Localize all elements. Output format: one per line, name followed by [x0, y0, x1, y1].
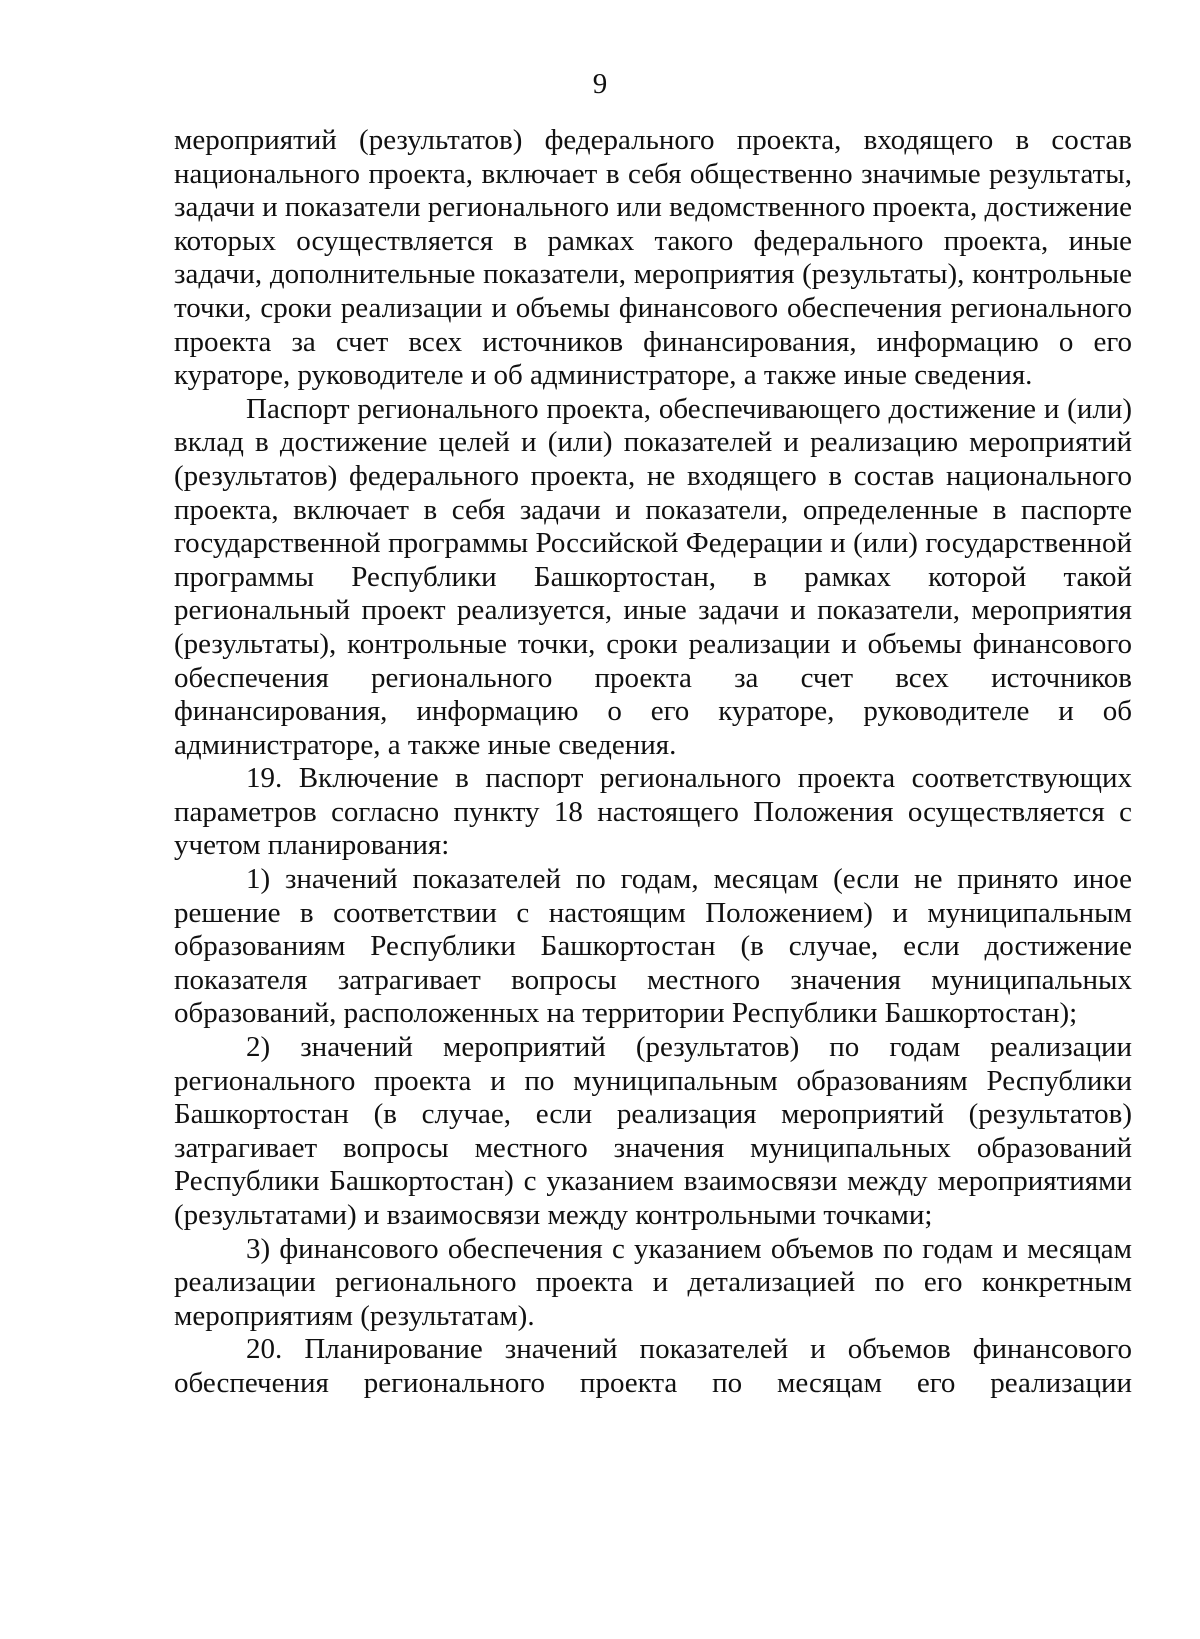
list-item-2: 2) значений мероприятий (результатов) по годам реализации регионального проекта и по муниципальным образованиям Республики Башкортостан (в случае, если реализация мероприятий (результатов) затрагивает вопросы местного значения муниципальных образований Республики Башкортостан) с указанием взаимосвязи между мероприятиями (результатами) и взаимосвязи между контрольными точками;: [174, 1031, 1132, 1231]
list-item-1: 1) значений показателей по годам, месяцам (если не принято иное решение в соответствии с настоящим Положением) и муниципальным образованиям Республики Башкортостан (в случае, если достижение показателя затрагивает вопросы местного значения муниципальных образований, расположенных на территории Республики Башкортостан);: [174, 863, 1132, 1030]
paragraph-continuation: мероприятий (результатов) федерального проекта, входящего в состав национального проекта, включает в себя общественно значимые результаты, задачи и показатели регионального или ведомственного проекта, достижение которых осуществляется в рамках такого федерального проекта, иные задачи, дополнительные показатели, мероприятия (результаты), контрольные точки, сроки реализации и объемы финансового обеспечения регионального проекта за счет всех источников финансирования, информацию о его кураторе, руководителе и об администраторе, а также иные сведения.: [174, 124, 1132, 392]
paragraph-passport: Паспорт регионального проекта, обеспечивающего достижение и (или) вклад в достижение целей и (или) показателей и реализацию мероприятий (результатов) федерального проекта, не входящего в состав национального проекта, включает в себя задачи и показатели, определенные в паспорте государственной программы Российской Федерации и (или) государственной программы Республики Башкортостан, в рамках которой такой региональный проект реализуется, иные задачи и показатели, мероприятия (результаты), контрольные точки, сроки реализации и объемы финансового обеспечения регионального проекта за счет всех источников финансирования, информацию о его кураторе, руководителе и об администраторе, а также иные сведения.: [174, 392, 1132, 761]
list-item-3: 3) финансового обеспечения с указанием объемов по годам и месяцам реализации регионального проекта и детализацией по его конкретным мероприятиям (результатам).: [174, 1232, 1132, 1332]
document-body: [174, 124, 1132, 1401]
paragraph-item-20: 20. Планирование значений показателей и объемов финансового обеспечения регионального проекта по месяцам его реализации: [174, 1333, 1132, 1399]
page-number: 9: [592, 68, 608, 100]
paragraph-item-19: 19. Включение в паспорт регионального проекта соответствующих параметров согласно пункту 18 настоящего Положения осуществляется с учетом планирования:: [174, 762, 1132, 862]
